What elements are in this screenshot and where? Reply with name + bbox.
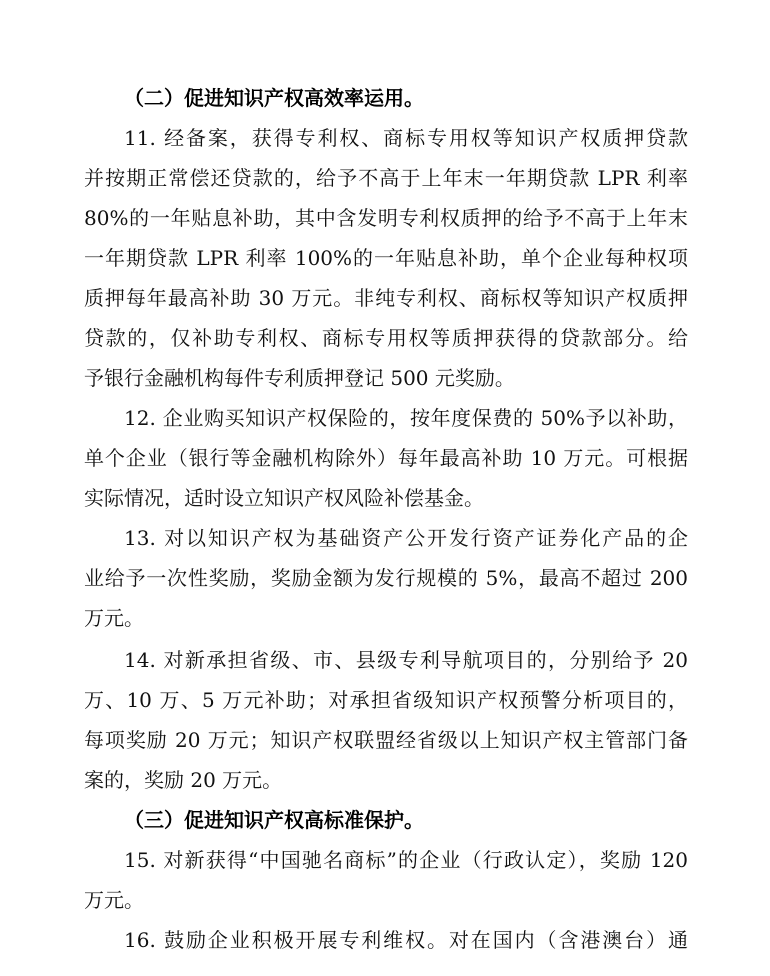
paragraph-11-line-3: 80%的一年贴息补助，其中含发明专利权质押的给予不高于上年末 <box>84 206 688 230</box>
paragraph-12-line-1: 12. 企业购买知识产权保险的，按年度保费的 50%予以补助， <box>124 406 688 430</box>
paragraph-13-line-1: 13. 对以知识产权为基础资产公开发行资产证券化产品的企 <box>124 526 688 550</box>
paragraph-14-line-4: 案的，奖励 20 万元。 <box>84 768 283 792</box>
paragraph-11-line-2: 并按期正常偿还贷款的，给予不高于上年末一年期贷款 LPR 利率 <box>84 166 688 190</box>
paragraph-11-line-1: 11. 经备案，获得专利权、商标专用权等知识产权质押贷款 <box>124 126 688 150</box>
paragraph-13-line-2: 业给予一次性奖励，奖励金额为发行规模的 5%，最高不超过 200 <box>84 566 688 590</box>
section-heading-2: （二）促进知识产权高效率运用。 <box>124 86 424 110</box>
paragraph-16-line-1: 16. 鼓励企业积极开展专利维权。对在国内（含港澳台）通 <box>124 928 688 952</box>
paragraph-12-line-3: 实际情况，适时设立知识产权风险补偿基金。 <box>84 486 484 510</box>
paragraph-14-line-3: 每项奖励 20 万元；知识产权联盟经省级以上知识产权主管部门备 <box>84 728 688 752</box>
paragraph-14-line-2: 万、10 万、5 万元补助；对承担省级知识产权预警分析项目的， <box>84 688 688 712</box>
section-heading-3: （三）促进知识产权高标准保护。 <box>124 808 424 832</box>
paragraph-15-line-2: 万元。 <box>84 888 144 912</box>
paragraph-15-line-1: 15. 对新获得“中国驰名商标”的企业（行政认定），奖励 120 <box>124 848 688 872</box>
paragraph-11-line-7: 予银行金融机构每件专利质押登记 500 元奖励。 <box>84 366 515 390</box>
paragraph-11-line-5: 质押每年最高补助 30 万元。非纯专利权、商标权等知识产权质押 <box>84 286 688 310</box>
paragraph-11-line-4: 一年期贷款 LPR 利率 100%的一年贴息补助，单个企业每种权项 <box>84 246 688 270</box>
paragraph-12-line-2: 单个企业（银行等金融机构除外）每年最高补助 10 万元。可根据 <box>84 446 688 470</box>
paragraph-14-line-1: 14. 对新承担省级、市、县级专利导航项目的，分别给予 20 <box>124 648 688 672</box>
paragraph-13-line-3: 万元。 <box>84 606 144 630</box>
paragraph-11-line-6: 贷款的，仅补助专利权、商标专用权等质押获得的贷款部分。给 <box>84 326 688 350</box>
